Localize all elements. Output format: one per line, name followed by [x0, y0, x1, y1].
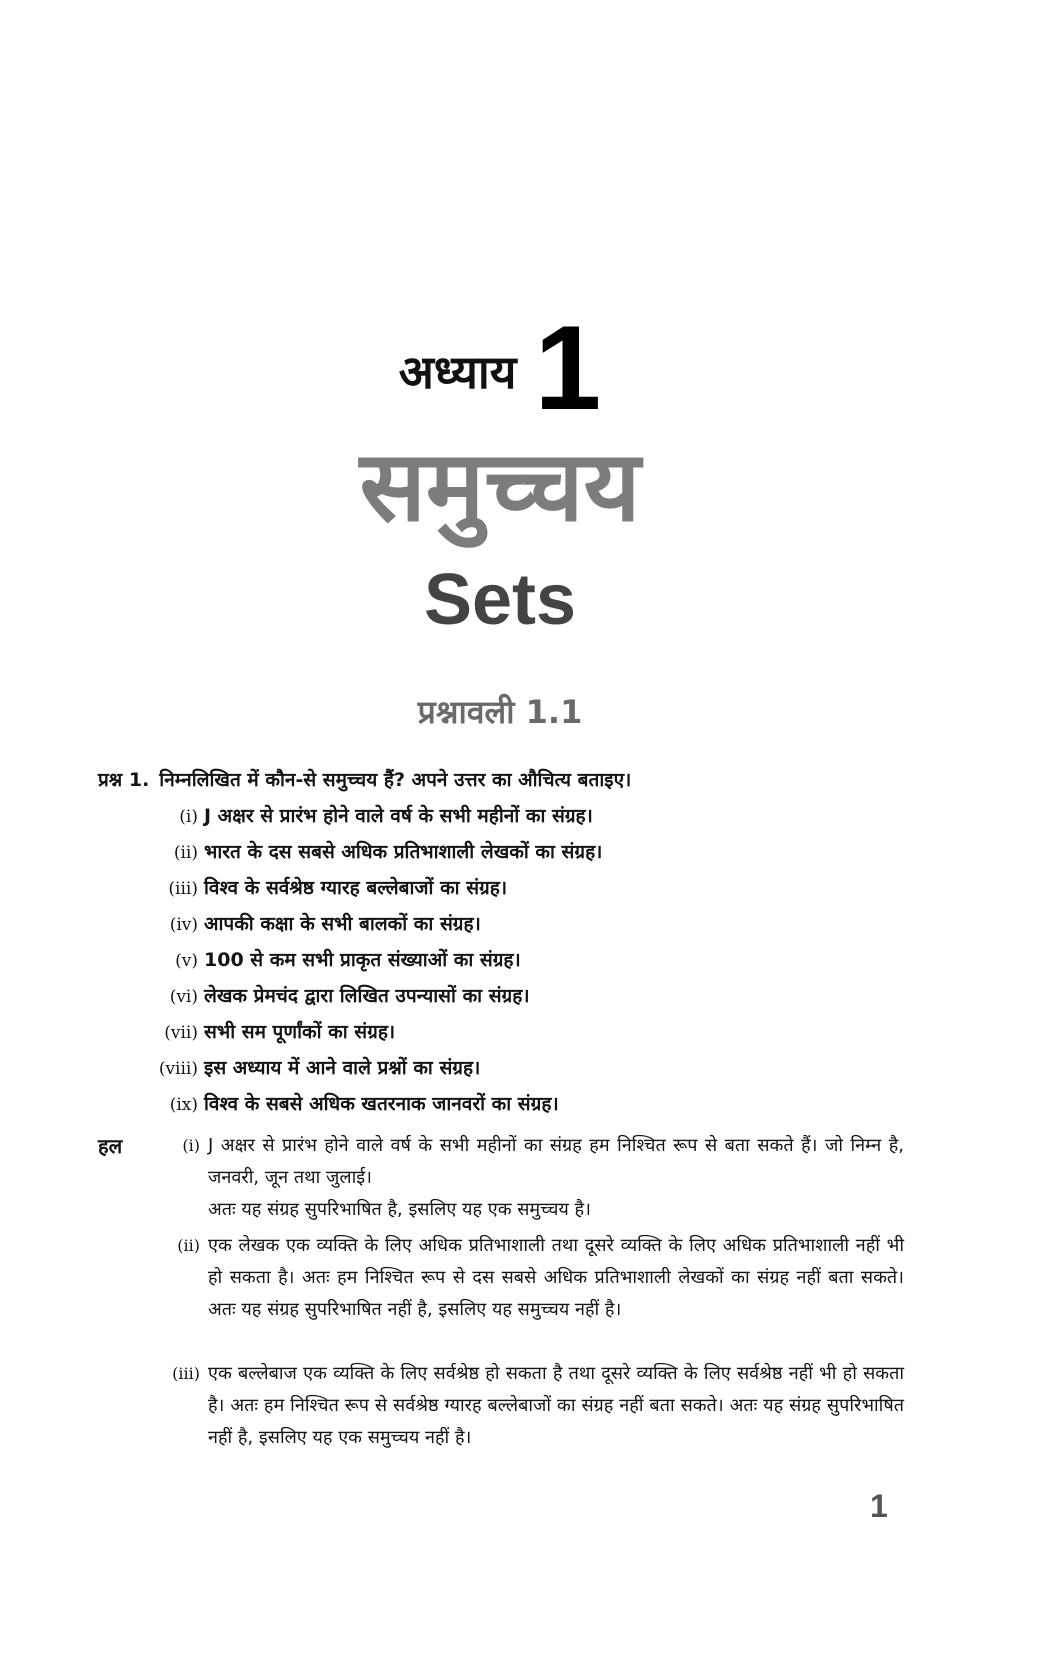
question-item — [0, 946, 521, 972]
item-number: (vii) — [164, 1023, 198, 1043]
exercise-heading: प्रश्नावली 1.1 — [417, 693, 583, 731]
question-item — [0, 910, 481, 936]
item-number: (viii) — [158, 1059, 198, 1079]
page-number: 1 — [870, 1488, 888, 1524]
item-text: आपकी कक्षा के सभी बालकों का संग्रह। — [204, 913, 481, 935]
item-text: भारत के दस सबसे अधिक प्रतिभाशाली लेखकों का संग्रह। — [204, 841, 603, 863]
item-text: विश्व के सबसे अधिक खतरनाक जानवरों का संग्रह। — [204, 1093, 559, 1115]
question-item — [0, 1018, 396, 1044]
chapter-title-english: Sets — [423, 560, 577, 640]
chapter-title-hindi: समुच्चय — [359, 430, 641, 544]
chapter-word: अध्याय — [398, 345, 517, 399]
item-number: (i) — [179, 807, 198, 827]
solution-part-number: (ii) — [177, 1236, 200, 1255]
item-text: J अक्षर से प्रारंभ होने वाले वर्ष के सभी महीनों का संग्रह। — [204, 805, 593, 827]
question-item — [0, 982, 530, 1008]
solution-part-number: (i) — [182, 1136, 200, 1155]
question-item — [0, 1054, 481, 1080]
item-number: (iv) — [169, 915, 198, 935]
item-number: (iii) — [168, 879, 198, 899]
item-text: इस अध्याय में आने वाले प्रश्नों का संग्रह। — [204, 1057, 481, 1079]
question-heading — [98, 766, 631, 792]
solution-part-number: (iii) — [172, 1364, 200, 1383]
chapter-number: 1 — [534, 301, 602, 435]
solution-part-text: एक लेखक एक व्यक्ति के लिए अधिक प्रतिभाशाली तथा दूसरे व्यक्ति के लिए अधिक प्रतिभाशाली नहीं भी हो सकता है। अतः हम निश्चित रूप से दस सबसे अधिक प्रतिभाशाली लेखकों का संग्रह नहीं बता सकते। अतः यह संग्रह सुपरिभाषित नहीं है, इसलिए यह समुच्चय नहीं है। — [208, 1235, 904, 1320]
question-text: निम्नलिखित में कौन-से समुच्चय हैं? अपने उत्तर का औचित्य बताइए। — [159, 769, 632, 791]
solution-part-text: एक बल्लेबाज एक व्यक्ति के लिए सर्वश्रेष्ठ हो सकता है तथा दूसरे व्यक्ति के लिए सर्वश्रेष्ठ नहीं भी हो सकता है। अतः हम निश्चित रूप से सर्वश्रेष्ठ ग्यारह बल्लेबाजों का संग्रह नहीं बता सकते। अतः यह संग्रह सुपरिभाषित नहीं है, इसलिए यह एक समुच्चय नहीं है। — [208, 1363, 904, 1448]
item-number: (vi) — [169, 987, 198, 1007]
item-text: विश्व के सर्वश्रेष्ठ ग्यारह बल्लेबाजों का संग्रह। — [204, 877, 508, 899]
question-label: प्रश्न 1. — [98, 769, 150, 791]
solution-label: हल — [98, 1134, 123, 1158]
item-number: (v) — [175, 951, 198, 971]
item-text: 100 से कम सभी प्राकृत संख्याओं का संग्रह। — [204, 949, 521, 971]
solution-part-conclusion: अतः यह संग्रह सुपरिभाषित है, इसलिए यह एक समुच्चय है। — [208, 1199, 591, 1220]
item-number: (ii) — [173, 843, 198, 863]
item-text: लेखक प्रेमचंद द्वारा लिखित उपन्यासों का संग्रह। — [204, 985, 530, 1007]
item-text: सभी सम पूर्णांकों का संग्रह। — [204, 1021, 396, 1043]
question-item — [0, 802, 593, 828]
question-item — [0, 874, 508, 900]
item-number: (ix) — [169, 1095, 198, 1115]
solution-part-text: J अक्षर से प्रारंभ होने वाले वर्ष के सभी महीनों का संग्रह हम निश्चित रूप से बता सकते हैं। जो निम्न है, जनवरी, जून तथा जुलाई। — [208, 1135, 904, 1188]
chapter-heading — [0, 301, 1000, 435]
question-item — [0, 1090, 559, 1116]
question-item — [0, 838, 603, 864]
